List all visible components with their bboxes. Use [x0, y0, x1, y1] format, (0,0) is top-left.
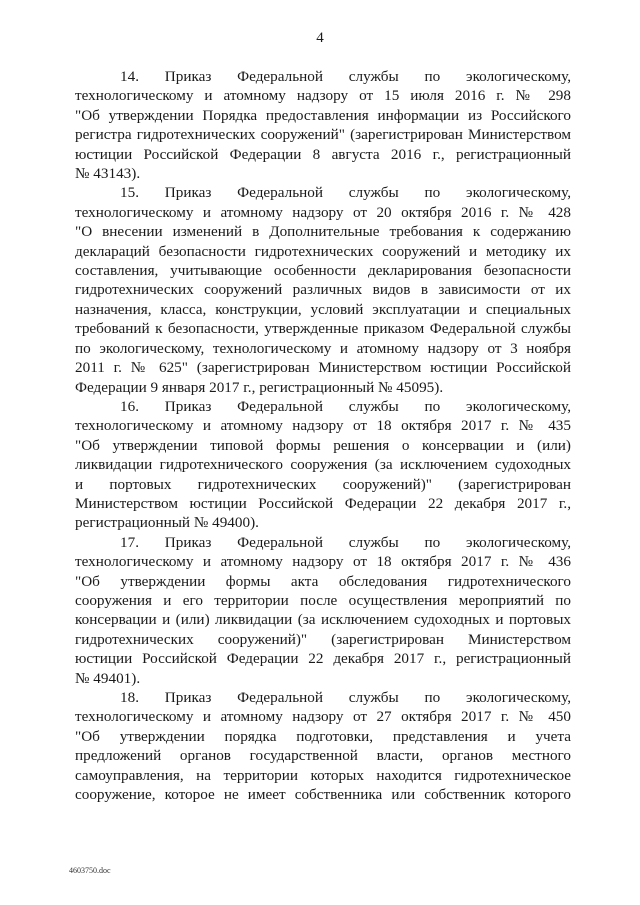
text-line: сооружение, которое не имеет собственника или собственник которого	[75, 786, 571, 804]
document-filename: 4603750.doc	[69, 866, 111, 875]
text-line: составления, учитывающие особенности декларирования безопасности	[75, 262, 571, 280]
page-number: 4	[316, 30, 324, 46]
text-line: Министерством юстиции Российской Федерации 22 декабря 2017 г.,	[75, 494, 571, 512]
text-line: "Об утверждении типовой формы решения о консервации и (или)	[75, 436, 571, 454]
text-line: по экологическому, технологическому и атомному надзору от 3 ноября	[75, 339, 571, 357]
list-item-15	[75, 183, 571, 396]
text-line: 14. Приказ Федеральной службы по экологическому,	[120, 68, 571, 85]
document-body	[75, 67, 571, 804]
list-item-18	[75, 688, 571, 804]
text-line: технологическому и атомному надзору от 15 июля 2016 г. № 298	[75, 87, 571, 105]
list-item-14	[75, 67, 571, 183]
text-line: технологическому и атомному надзору от 18 октября 2017 г. № 435	[75, 417, 571, 435]
text-line: технологическому и атомному надзору от 27 октября 2017 г. № 450	[75, 708, 571, 726]
text-line: назначения, класса, конструкции, условий эксплуатации и специальных	[75, 300, 571, 318]
text-line: 2011 г. № 625" (зарегистрирован Министерством юстиции Российской	[75, 359, 571, 377]
text-line: гидротехнических сооружений различных видов в зависимости от их	[75, 281, 571, 299]
text-line: "Об утверждении формы акта обследования гидротехнического	[75, 572, 571, 590]
text-line: гидротехнических сооружений)" (зарегистрирован Министерством	[75, 630, 571, 648]
text-line: 16. Приказ Федеральной службы по экологическому,	[120, 397, 571, 415]
text-line: и портовых гидротехнических сооружений)" (зарегистрирован	[75, 475, 571, 493]
text-line: технологическому и атомному надзору от 20 октября 2016 г. № 428	[75, 203, 571, 221]
list-item-16	[75, 397, 571, 533]
text-line: деклараций безопасности гидротехнических сооружений и методику их	[75, 242, 571, 260]
text-line: юстиции Российской Федерации 22 декабря 2017 г., регистрационный	[75, 650, 571, 668]
text-line: регистра гидротехнических сооружений" (зарегистрирован Министерством	[75, 126, 571, 144]
text-line: технологическому и атомному надзору от 18 октября 2017 г. № 436	[75, 553, 571, 571]
text-line: Федерации 9 января 2017 г., регистрационный № 45095).	[75, 378, 444, 396]
text-line: ликвидации гидротехнического сооружения (за исключением судоходных	[75, 456, 571, 474]
text-line: "Об утверждении порядка подготовки, представления и учета	[75, 727, 571, 745]
text-line: регистрационный № 49400).	[75, 514, 259, 532]
text-line: "О внесении изменений в Дополнительные требования к содержанию	[75, 223, 571, 241]
list-item-17	[75, 533, 571, 688]
text-line: предложений органов государственной власти, органов местного	[75, 747, 571, 765]
text-line: № 49401).	[75, 669, 141, 687]
text-line: 17. Приказ Федеральной службы по экологическому,	[120, 533, 571, 551]
text-line: 15. Приказ Федеральной службы по экологическому,	[120, 184, 571, 202]
text-line: 18. Приказ Федеральной службы по экологическому,	[120, 689, 571, 706]
text-line: консервации и (или) ликвидации (за исключением судоходных и портовых	[75, 611, 571, 629]
text-line: сооружения и его территории после осуществления мероприятий по	[75, 591, 571, 609]
text-line: требований к безопасности, утвержденные приказом Федеральной службы	[75, 320, 571, 338]
text-line: № 43143).	[75, 165, 141, 183]
text-line: "Об утверждении Порядка предоставления информации из Российского	[75, 106, 571, 124]
text-line: юстиции Российской Федерации 8 августа 2016 г., регистрационный	[75, 145, 571, 163]
text-line: самоуправления, на территории которых находится гидротехническое	[75, 766, 571, 784]
